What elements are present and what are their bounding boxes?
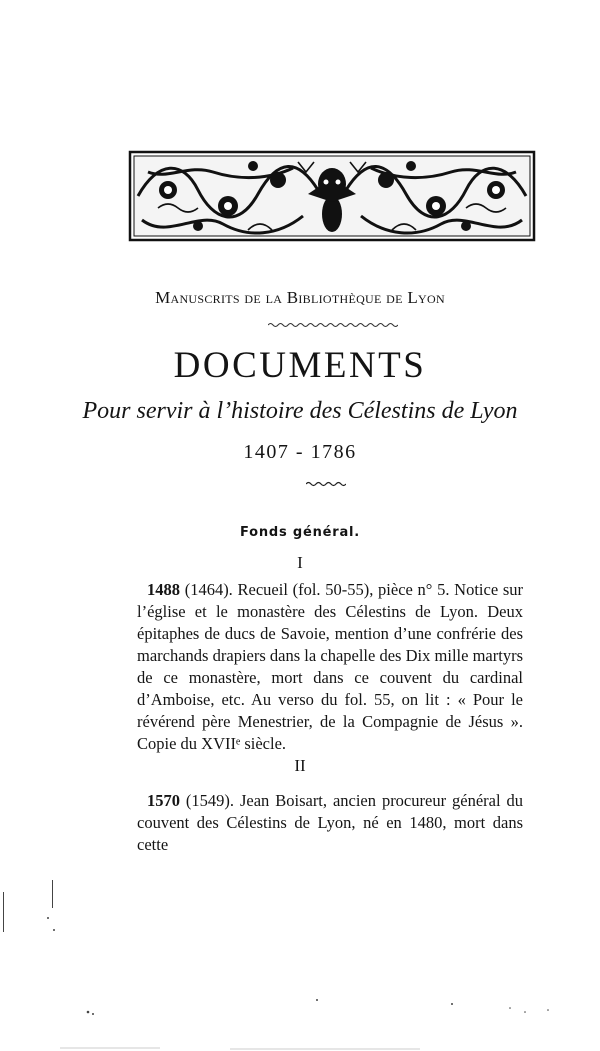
entry-text: (1464). Recueil (fol. 50-55), pièce n° 5. Notice sur l’église et le monastère des Célestins de Lyon. Deux épitaphes de ducs de Savoie, mention d’une confrérie des marchands drapiers dans la chapelle des Dix mille martyrs de ce monastère, mort dans ce couvent du cardinal d’Amboise, etc. Au verso du fol. 55, on lit : « Pour le révérend père Menestrier, de la Compagnie de Jésus ». Copie du XVIIᵉ siècle. xyxy=(137,580,523,753)
entry-paragraph xyxy=(137,790,523,856)
document-subtitle: Pour servir à l’histoire des Célestins de Lyon xyxy=(82,398,518,424)
entry-shelfmark: 1570 xyxy=(147,791,180,810)
small-wavy-divider xyxy=(306,481,346,487)
entry-numeral: I xyxy=(297,553,303,572)
wavy-divider xyxy=(268,322,398,328)
collection-header: Manuscrits de la Bibliothèque de Lyon xyxy=(155,288,445,307)
decorative-headpiece-ornament xyxy=(128,150,536,242)
entry-paragraph xyxy=(137,579,523,755)
entry-shelfmark: 1488 xyxy=(147,580,180,599)
section-heading: Fonds général. xyxy=(239,525,361,540)
document-title: DOCUMENTS xyxy=(173,345,427,386)
entry-numeral: II xyxy=(294,756,306,775)
entry-text: (1549). Jean Boisart, ancien procureur général du couvent des Célestins de Lyon, né en 1480, mort dans cette xyxy=(137,791,523,854)
date-range: 1407 - 1786 xyxy=(243,441,357,463)
